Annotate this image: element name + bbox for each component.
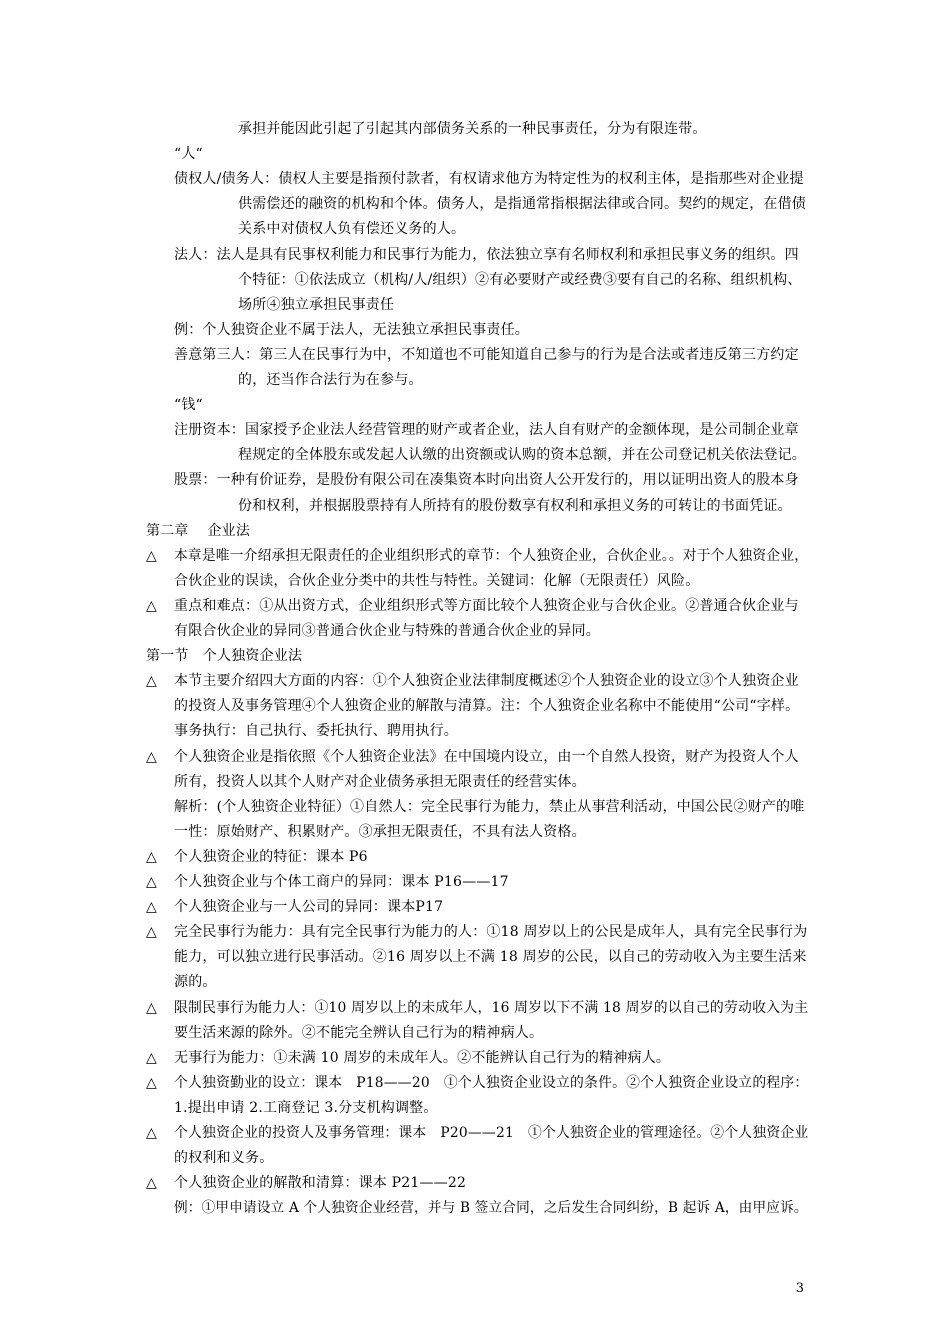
section-heading: 第一节 个人独资企业法: [146, 648, 303, 664]
text-line: 个人独资企业与个体工商户的异同：课本 P16——17: [174, 874, 509, 890]
text-line: 个人独资企业的解散和清算：课本 P21——22: [174, 1175, 467, 1191]
text-line: 个人独资企业的特征：课本 P6: [174, 849, 368, 865]
text-line: 解析：(个人独资企业特征）①自然人：完全民事行为能力，禁止从事营利活动，中国公民②财产的唯: [174, 799, 805, 815]
text-line: 个特征：①依法成立（机构/人/组织）②有必要财产或经费③要有自己的名称、组织机构、: [238, 272, 802, 288]
text-line: 个人独资勤业的设立：课本 P18——20 ①个人独资企业设立的条件。②个人独资企业设立的程序：: [174, 1075, 809, 1091]
text-line: 例：个人独资企业不属于法人，无法独立承担民事责任。: [174, 322, 529, 338]
text-line: 场所④独立承担民事责任: [238, 297, 395, 313]
text-line: 一性：原始财产、积累财产。③承担无限责任，不具有法人资格。: [174, 824, 586, 840]
text-line: 注册资本：国家授予企业法人经营管理的财产或者企业，法人自有财产的金额体现，是公司制企业章: [174, 422, 799, 438]
text-line: 本章是唯一介绍承担无限责任的企业组织形式的章节：个人独资企业，合伙企业。。对于个人独资企业，: [174, 548, 809, 564]
text-line: 限制民事行为能力人：①10 周岁以上的未成年人，16 周岁以下不满 18 周岁的以自己的劳动收入为主: [174, 1000, 809, 1016]
text-line: 份和权利，并根据股票持有人所持有的股份数享有权利和承担义务的可转让的书面凭证。: [238, 498, 792, 514]
text-line: 善意第三人：第三人在民事行为中，不知道也不可能知道自己参与的行为是合法或者违反第三方约定: [174, 347, 799, 363]
text-line: 例：①甲申请设立 A 个人独资企业经营，并与 B 签立合同，之后发生合同纠纷，B 起诉 A，由甲应诉。: [174, 1200, 808, 1216]
bullet-triangle-icon: △: [146, 598, 157, 614]
bullet-triangle-icon: △: [146, 1175, 157, 1191]
text-line: 个人独资企业的投资人及事务管理：课本 P20——21 ①个人独资企业的管理途径。②个人独资企业: [174, 1125, 809, 1141]
bullet-triangle-icon: △: [146, 924, 157, 940]
text-line: 要生活来源的除外。②不能完全辨认自己行为的精神病人。: [174, 1025, 544, 1041]
text-line: 供需偿还的融资的机构和个体。债务人，是指通常指根据法律或合同。契约的规定，在借债: [238, 196, 806, 212]
text-line: 个人独资企业是指依照《个人独资企业法》在中国境内设立，由一个自然人投资，财产为投资人个人: [174, 749, 799, 765]
text-line: 关系中对债权人负有偿还义务的人。: [238, 221, 466, 237]
text-line: “人“: [174, 146, 203, 162]
bullet-triangle-icon: △: [146, 548, 157, 564]
text-line: 有限合伙企业的异同③普通合伙企业与特殊的普通合伙企业的异同。: [174, 623, 600, 639]
section-heading: 第二章 企业法: [146, 523, 251, 539]
bullet-triangle-icon: △: [146, 849, 157, 865]
bullet-triangle-icon: △: [146, 1075, 157, 1091]
bullet-triangle-icon: △: [146, 749, 157, 765]
text-line: 债权人/债务人：债权人主要是指预付款者，有权请求他方为特定性为的权利主体，是指那些对企业提: [174, 171, 804, 187]
text-line: 本节主要介绍四大方面的内容：①个人独资企业法律制度概述②个人独资企业的设立③个人独资企业: [174, 673, 799, 689]
text-line: 的投资人及事务管理④个人独资企业的解散与清算。注：个人独资企业名称中不能使用“公司“字样。: [174, 698, 800, 714]
page-number: 3: [795, 1281, 804, 1296]
text-line: 的权利和义务。: [174, 1150, 274, 1166]
text-line: 事务执行：自己执行、委托执行、聘用执行。: [174, 723, 458, 739]
text-line: 所有，投资人以其个人财产对企业债务承担无限责任的经营实体。: [174, 774, 586, 790]
text-line: 股票：一种有价证券，是股份有限公司在凑集资本时向出资人公开发行的，用以证明出资人的股本身: [174, 472, 799, 488]
text-line: 源的。: [174, 974, 217, 990]
text-line: 承担并能因此引起了引起其内部债务关系的一种民事责任，分为有限连带。: [238, 121, 707, 137]
text-line: 重点和难点：①从出资方式，企业组织形式等方面比较个人独资企业与合伙企业。②普通合伙企业与: [174, 598, 799, 614]
bullet-triangle-icon: △: [146, 899, 157, 915]
text-line: 个人独资企业与一人公司的异同：课本P17: [174, 899, 444, 915]
text-line: 能力，可以独立进行民事活动。②16 周岁以上不满 18 周岁的公民，以自己的劳动收入为主要生活来: [174, 949, 807, 965]
text-line: 1.提出申请 2.工商登记 3.分支机构调整。: [174, 1100, 438, 1116]
text-line: 无事行为能力：①未满 10 周岁的未成年人。②不能辨认自己行为的精神病人。: [174, 1050, 671, 1066]
text-line: 法人：法人是具有民事权利能力和民事行为能力，依法独立享有名师权利和承担民事义务的组织。四: [174, 247, 799, 263]
bullet-triangle-icon: △: [146, 874, 157, 890]
text-line: 合伙企业的误读，合伙企业分类中的共性与特性。关键词：化解（无限责任）风险。: [174, 573, 700, 589]
bullet-triangle-icon: △: [146, 1000, 157, 1016]
text-line: 完全民事行为能力：具有完全民事行为能力的人：①18 周岁以上的公民是成年人，具有完全民事行为: [174, 924, 808, 940]
bullet-triangle-icon: △: [146, 1050, 157, 1066]
bullet-triangle-icon: △: [146, 673, 157, 689]
text-line: 的，还当作合法行为在参与。: [238, 372, 423, 388]
text-line: 程规定的全体股东或发起人认缴的出资额或认购的资本总额，并在公司登记机关依法登记。: [238, 447, 806, 463]
text-line: “钱“: [174, 397, 203, 413]
bullet-triangle-icon: △: [146, 1125, 157, 1141]
